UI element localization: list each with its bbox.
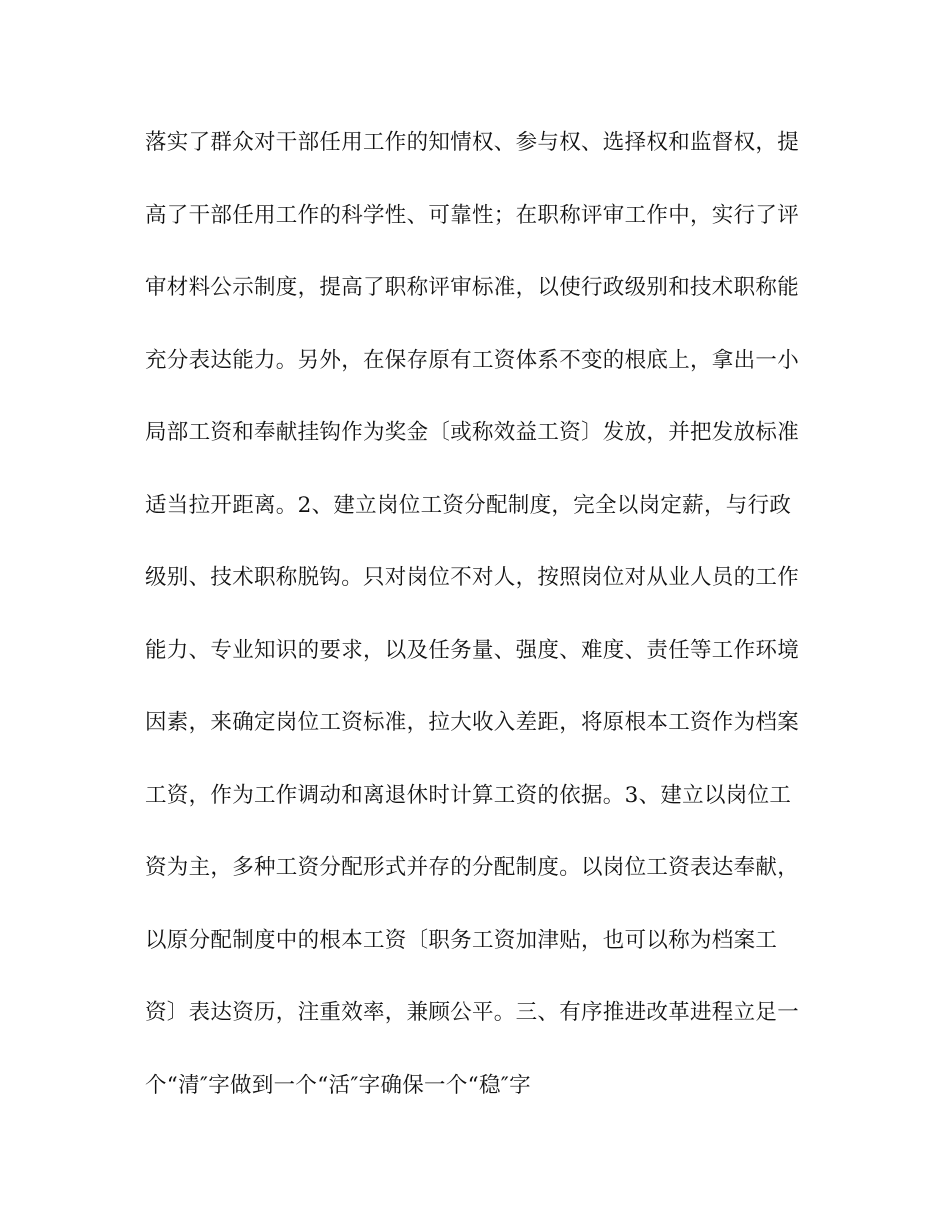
text-line: 充分表达能力。另外，在保存原有工资体系不变的根底上，拿出一小	[145, 347, 800, 373]
text-line: 局部工资和奉献挂钩作为奖金〔或称效益工资〕发放，并把发放标准	[145, 420, 800, 445]
text-line: 级别、技术职称脱钩。只对岗位不对人，按照岗位对从业人员的工作	[145, 565, 800, 590]
body-text	[145, 120, 810, 1135]
text-line: 审材料公示制度，提高了职称评审标准，以使行政级别和技术职称能	[145, 275, 800, 300]
text-line: 个“清″字做到一个“活″字确保一个“稳″字	[145, 1072, 531, 1098]
text-line: 资〕表达资历，注重效率，兼顾公平。三、有序推进改革进程立足一	[145, 1000, 800, 1025]
text-line: 适当拉开距离。2、建立岗位工资分配制度，完全以岗定薪，与行政	[145, 492, 792, 518]
text-line: 以原分配制度中的根本工资〔职务工资加津贴，也可以称为档案工	[145, 927, 778, 953]
text-line: 高了干部任用工作的科学性、可靠性；在职称评审工作中，实行了评	[145, 202, 800, 228]
text-line: 能力、专业知识的要求，以及任务量、强度、难度、责任等工作环境	[145, 637, 800, 663]
text-line: 落实了群众对干部任用工作的知情权、参与权、选择权和监督权，提	[145, 130, 800, 155]
text-line: 资为主，多种工资分配形式并存的分配制度。以岗位工资表达奉献，	[145, 855, 800, 880]
text-line: 因素，来确定岗位工资标准，拉大收入差距，将原根本工资作为档案	[145, 710, 800, 735]
text-line: 工资，作为工作调动和离退休时计算工资的依据。3、建立以岗位工	[145, 782, 792, 808]
